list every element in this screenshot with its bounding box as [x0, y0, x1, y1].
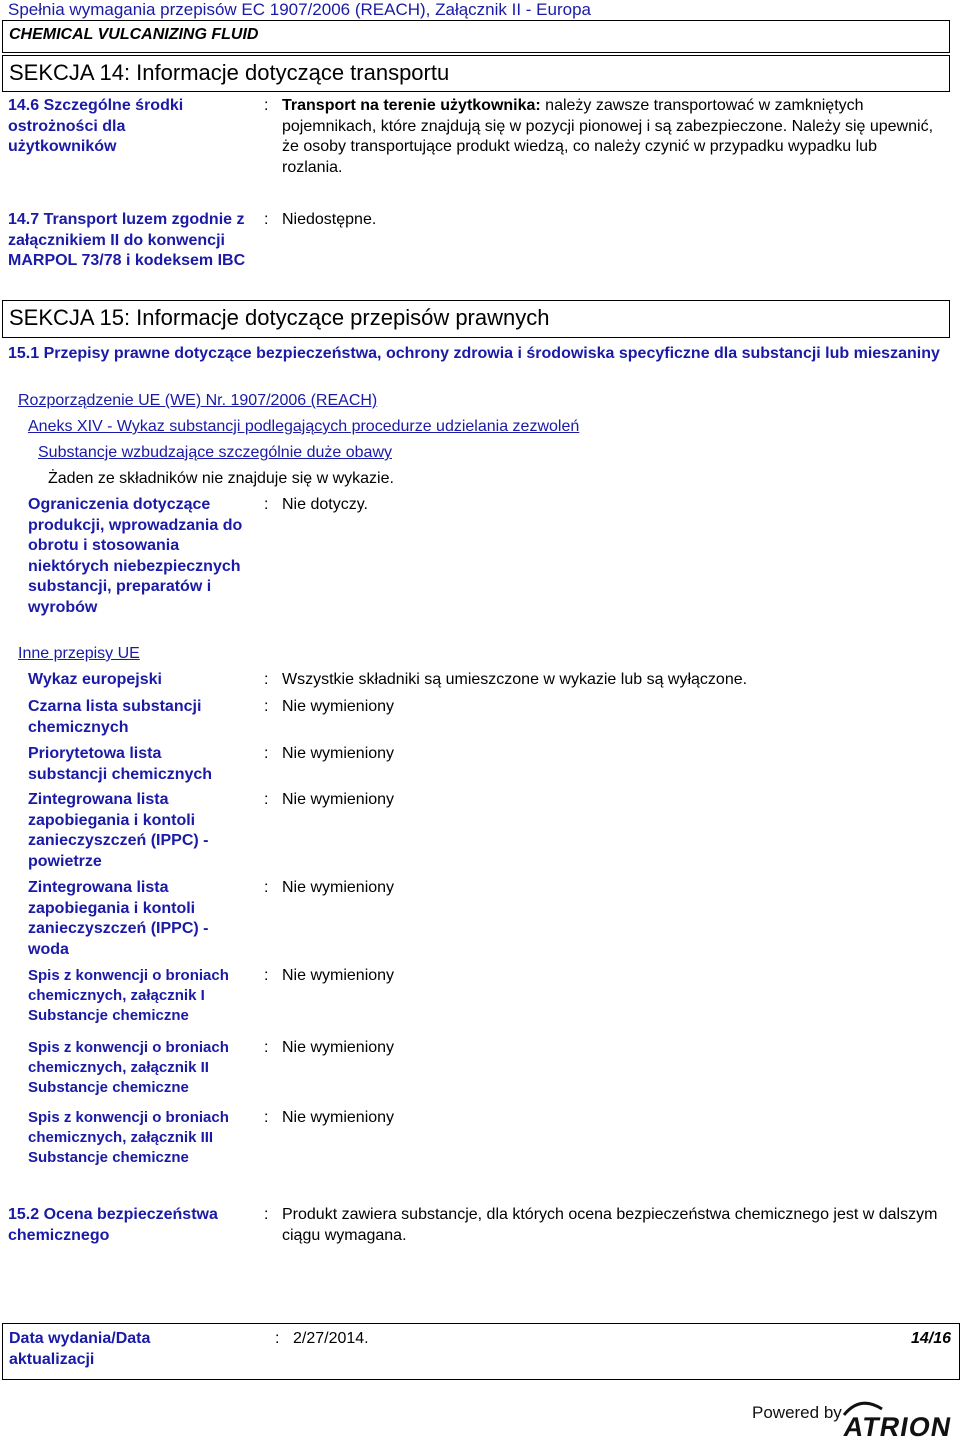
value-cwc-annex-1: Nie wymieniony — [282, 967, 395, 984]
label-ippc-water: Zintegrowana lista zapobiegania i kontoli zanieczyszczeń (IPPC) - woda — [28, 879, 209, 958]
label-14-6: 14.6 Szczególne środki ostrożności dla użytkowników — [8, 97, 184, 156]
svhc-link: Substancje wzbudzające szczególnie duże obawy — [38, 444, 392, 461]
section-14-title-box — [2, 55, 950, 92]
value-14-6 — [282, 96, 937, 178]
value-cwc-annex-2: Nie wymieniony — [282, 1039, 395, 1056]
label-ippc-air: Zintegrowana lista zapobiegania i kontoli zanieczyszczeń (IPPC) - powietrze — [28, 791, 209, 870]
value-ippc-air: Nie wymieniony — [282, 791, 395, 808]
regulation-header: Spełnia wymagania przepisów EC 1907/2006 (REACH), Załącznik II - Europa — [8, 0, 591, 19]
colon: : — [264, 1206, 269, 1223]
atrion-swoosh-icon — [842, 1401, 884, 1417]
section-15-title-box — [2, 300, 950, 338]
svhc-text: Żaden ze składników nie znajduje się w wykazie. — [48, 470, 394, 487]
colon: : — [264, 791, 269, 808]
page-number: 14/16 — [910, 1330, 951, 1347]
label-restrictions: Ograniczenia dotyczące produkcji, wprowadzania do obrotu i stosowania niektórych niebezpiecznych substancji, preparatów i wyrobów — [28, 496, 243, 616]
section-15-title: SEKCJA 15: Informacje dotyczące przepisów prawnych — [9, 305, 550, 330]
colon: : — [264, 496, 269, 513]
colon: : — [264, 671, 269, 688]
value-european-inventory: Wszystkie składniki są umieszczone w wykazie lub są wyłączone. — [282, 671, 748, 688]
label-14-7: 14.7 Transport luzem zgodnie z załącznikiem II do konwencji MARPOL 73/78 i kodeksem IBC — [8, 211, 246, 270]
colon: : — [264, 1109, 269, 1126]
value-14-6-bold: Transport na terenie użytkownika: — [282, 97, 541, 114]
atrion-logo — [752, 1397, 958, 1442]
other-eu-regulations-link: Inne przepisy UE — [18, 645, 140, 662]
colon: : — [264, 698, 269, 715]
label-cwc-annex-2: Spis z konwencji o broniach chemicznych, załącznik II Substancje chemiczne — [28, 1039, 229, 1096]
value-ippc-water: Nie wymieniony — [282, 879, 395, 896]
label-15-2: 15.2 Ocena bezpieczeństwa chemicznego — [8, 1206, 218, 1244]
powered-by-text: Powered by — [752, 1403, 842, 1422]
product-name: CHEMICAL VULCANIZING FLUID — [9, 26, 259, 43]
label-cwc-annex-1: Spis z konwencji o broniach chemicznych, załącznik I Substancje chemiczne — [28, 967, 229, 1024]
label-cwc-annex-3: Spis z konwencji o broniach chemicznych, załącznik III Substancje chemiczne — [28, 1109, 229, 1166]
value-black-list: Nie wymieniony — [282, 698, 395, 715]
subsection-15-1-title: 15.1 Przepisy prawne dotyczące bezpieczeństwa, ochrony zdrowia i środowiska specyficzne dla substancji lub mieszaniny — [8, 345, 940, 362]
value-cwc-annex-3: Nie wymieniony — [282, 1109, 395, 1126]
section-14-title: SEKCJA 14: Informacje dotyczące transportu — [9, 60, 450, 85]
colon: : — [264, 967, 269, 984]
colon: : — [264, 211, 269, 228]
value-15-2: Produkt zawiera substancje, dla których ocena bezpieczeństwa chemicznego jest w dalszym ciągu wymagana. — [282, 1206, 938, 1244]
colon: : — [275, 1330, 280, 1347]
atrion-brand: ATRION — [841, 1412, 955, 1442]
value-14-6-text: należy zawsze transportować w zamkniętych pojemnikach, które znajdują się w pozycji pionowej i są zabezpieczone. Należy się upewnić, że osoby transportujące produkt wiedzą, co należy czynić w przypadku wypadku lub rozlania. — [282, 97, 934, 176]
value-14-7: Niedostępne. — [282, 211, 377, 228]
value-restrictions: Nie dotyczy. — [282, 496, 368, 513]
colon: : — [264, 97, 269, 114]
footer-date-label: Data wydania/Data aktualizacji — [9, 1330, 151, 1368]
colon: : — [264, 879, 269, 896]
value-priority-list: Nie wymieniony — [282, 745, 395, 762]
colon: : — [264, 1039, 269, 1056]
footer-date-value: 2/27/2014. — [293, 1330, 369, 1347]
footer-box — [2, 1323, 960, 1380]
product-name-box — [2, 20, 950, 53]
reach-regulation-link: Rozporządzenie UE (WE) Nr. 1907/2006 (REACH) — [18, 392, 378, 409]
label-european-inventory: Wykaz europejski — [28, 671, 162, 688]
annex-xiv-link: Aneks XIV - Wykaz substancji podlegających procedurze udzielania zezwoleń — [28, 418, 580, 435]
label-priority-list: Priorytetowa lista substancji chemicznych — [28, 745, 213, 783]
label-black-list: Czarna lista substancji chemicznych — [28, 698, 202, 736]
colon: : — [264, 745, 269, 762]
